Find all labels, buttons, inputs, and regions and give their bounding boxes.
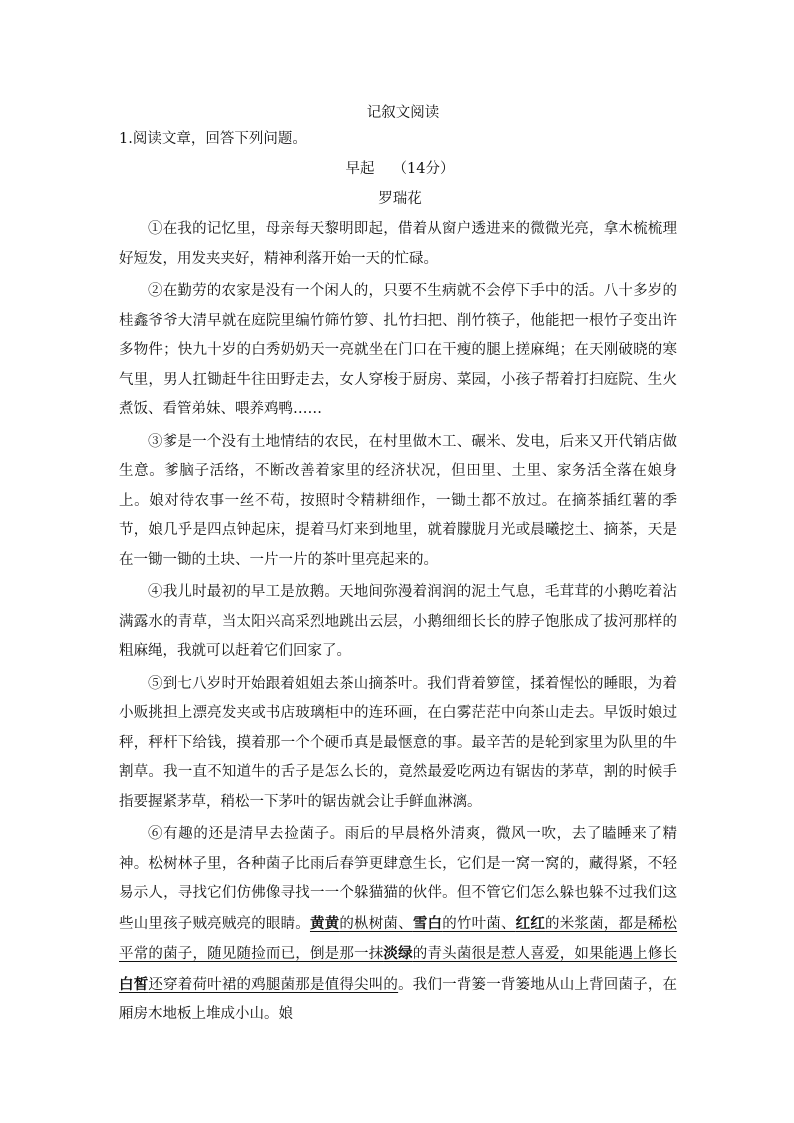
article-title: 早起 bbox=[345, 161, 375, 177]
paragraph-6-text-end: 。我们一背篓一背篓地从山上背回菌子，在厢房木地板上堆成小山。娘 bbox=[119, 976, 678, 1022]
article-author: 罗瑞花 bbox=[378, 191, 422, 207]
document-content bbox=[119, 100, 677, 1030]
paragraph-2: ②在勤劳的农家是没有一个闲人的，只要不生病就不会停下手中的活。八十多岁的桂鑫爷爷大清早就在庭院里编竹筛竹箩、扎竹扫把、削竹筷子，他能把一根竹子变出许多物件；快九十岁的白秀奶奶天一亮就坐在门口在干瘦的腿上搓麻绳；在天刚破晓的寒气里，男人扛锄赶牛往田野走去，女人穿梭于厨房、菜园，小孩子帮着打扫庭院、生火煮饭、看管弟妹、喂养鸡鸭…… bbox=[119, 283, 677, 417]
paragraph-6-text: ⑥有趣的还是清早去捡菌子。雨后的早晨格外清爽，微风一吹，去了瞌睡来了精神。松树林子里，各种菌子比雨后春笋更肆意生长，它们是一窝一窝的，藏得紧，不轻易示人，寻找它们仿佛像寻找一一个躲猫猫的伙伴。但不管它们怎么躲也躲不过我们这些山里孩子贼亮贼亮的眼睛。 bbox=[119, 826, 677, 932]
paragraph-5: ⑤到七八岁时开始跟着姐姐去茶山摘茶叶。我们背着箩筐，揉着惺忪的睡眼，为着小贩挑担上漂亮发夹或书店玻璃柜中的连环画，在白雾茫茫中向茶山走去。早饭时娘过秤，秤杆下给钱，摸着那一个个硬币真是最惬意的事。最辛苦的是轮到家里为队里的牛割草。我一直不知道牛的舌子是怎么长的，竟然最爱吃两边有锯齿的茅草，割的时候手指要握紧茅草，稍松一下茅叶的锯齿就会让手鲜血淋漓。 bbox=[119, 675, 677, 810]
section-title: 记叙文阅读 bbox=[366, 105, 440, 121]
bold-word: 红红 bbox=[515, 914, 546, 932]
question-prompt: 1.阅读文章，回答下列问题。 bbox=[119, 131, 307, 147]
bold-word: 白皙 bbox=[119, 975, 149, 993]
article-title-line bbox=[119, 152, 677, 186]
bold-word: 雪白 bbox=[412, 914, 443, 932]
bold-word: 黄黄 bbox=[309, 914, 340, 932]
paragraph-3: ③爹是一个没有土地情结的农民，在村里做木工、碾米、发电，后来又开代销店做生意。爹脑子活络，不断改善着家里的经济状况，但田里、土里、家务活全落在娘身上。娘对待农事一丝不苟，按照时令精耕细作，一锄土都不放过。在摘茶插红薯的季节，娘几乎是四点钟起床，提着马灯来到地里，就着朦胧月光或晨曦挖土、摘茶，天是在一锄一锄的土块、一片一片的茶叶里亮起来的。 bbox=[119, 433, 677, 568]
paragraph-1: ①在我的记忆里，母亲每天黎明即起，借着从窗户透进来的微微光亮，拿木梳梳理好短发，用发夹夹好，精神利落开始一天的忙碌。 bbox=[119, 221, 677, 267]
underlined-text: 的米浆菌，都是稀松平常的菌子，随见随捡而已，倒是那一抹 bbox=[119, 915, 678, 962]
underlined-text: 的枞树菌、 bbox=[339, 915, 413, 932]
bold-word: 淡绿 bbox=[383, 945, 413, 962]
paragraph-6 bbox=[119, 820, 677, 1030]
article-score: （14分） bbox=[392, 161, 455, 177]
underlined-text: 的青头菌很是惹人喜爱，如果能遇上修长 bbox=[412, 946, 678, 962]
underlined-text: 还穿着荷叶裙的鸡腿菌那是值得尖叫的 bbox=[148, 976, 399, 993]
underlined-text: 的竹叶菌、 bbox=[442, 915, 516, 932]
paragraph-4: ④我儿时最初的早工是放鹅。天地间弥漫着润润的泥土气息，毛茸茸的小鹅吃着沾满露水的青草，当太阳兴高采烈地跳出云层，小鹅细细长长的脖子饱胀成了拔河那样的粗麻绳，我就可以赶着它们回家了。 bbox=[119, 584, 677, 659]
